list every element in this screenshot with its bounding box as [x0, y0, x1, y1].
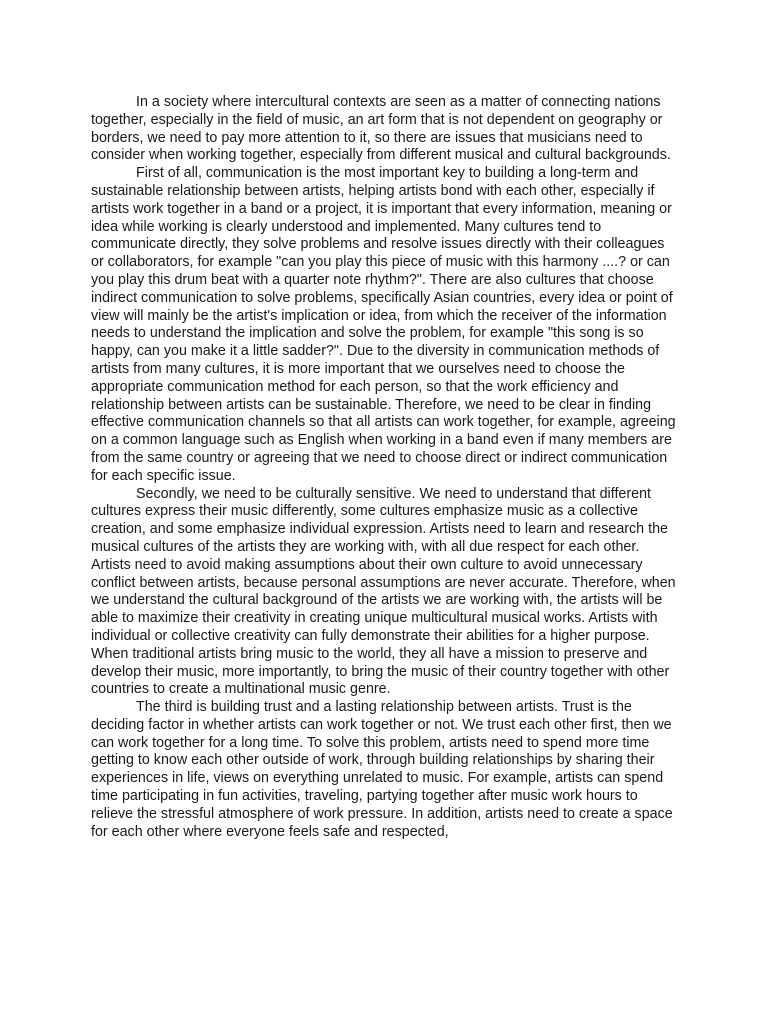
paragraph-intro: In a society where intercultural contexts are seen as a matter of connecting nations together, especially in the field of music, an art form that is not dependent on geography or borders, we need to pay more attention to it, so there are issues that musicians need to consider when working together, especially from different musical and cultural backgrounds. [91, 94, 671, 164]
paragraph-communication: First of all, communication is the most important key to building a long-term and sustainable relationship between artists, helping artists bond with each other, especially if artists work together in a band or a project, it is important that every information, meaning or idea while working is clearly understood and implemented. Many cultures tend to communicate directly, they solve problems and resolve issues directly with their colleagues or collaborators, for example "can you play this piece of music with this harmony ....? or can you play this drum beat with a quarter note rhythm?". There are also cultures that choose indirect communication to solve problems, specifically Asian countries, every idea or point of view will mainly be the artist's implication or idea, from which the receiver of the information needs to understand the implication and solve the problem, for example "this song is so happy, can you make it a little sadder?". Due to the diversity in communication methods of artists from many cultures, it is more important that we ourselves need to choose the appropriate communication method for each person, so that the work efficiency and relationship between artists can be sustainable. Therefore, we need to be clear in finding effective communication channels so that all artists can work together, for example, agreeing on a common language such as English when working in a band even if many members are from the same country or agreeing that we need to choose direct or indirect communication for each specific issue. [91, 165, 676, 484]
document-body [91, 94, 679, 841]
paragraph-trust: The third is building trust and a lasting relationship between artists. Trust is the deciding factor in whether artists can work together or not. We trust each other first, then we can work together for a long time. To solve this problem, artists need to spend more time getting to know each other outside of work, through building relationships by sharing their experiences in life, views on everything unrelated to music. For example, artists can spend time participating in fun activities, traveling, partying together after music work hours to relieve the stressful atmosphere of work pressure. In addition, artists need to create a space for each other where everyone feels safe and respected, [91, 699, 673, 840]
paragraph-cultural-sensitivity: Secondly, we need to be culturally sensitive. We need to understand that different cultures express their music differently, some cultures emphasize music as a collective creation, and some emphasize individual expression. Artists need to learn and research the musical cultures of the artists they are working with, with all due respect for each other. Artists need to avoid making assumptions about their own culture to avoid unnecessary conflict between artists, because personal assumptions are never accurate. Therefore, when we understand the cultural background of the artists we are working with, the artists will be able to maximize their creativity in creating unique multicultural musical works. Artists with individual or collective creativity can fully demonstrate their abilities for a higher purpose. When traditional artists bring music to the world, they all have a mission to preserve and develop their music, more importantly, to bring the music of their country together with other countries to create a multinational music genre. [91, 485, 676, 698]
